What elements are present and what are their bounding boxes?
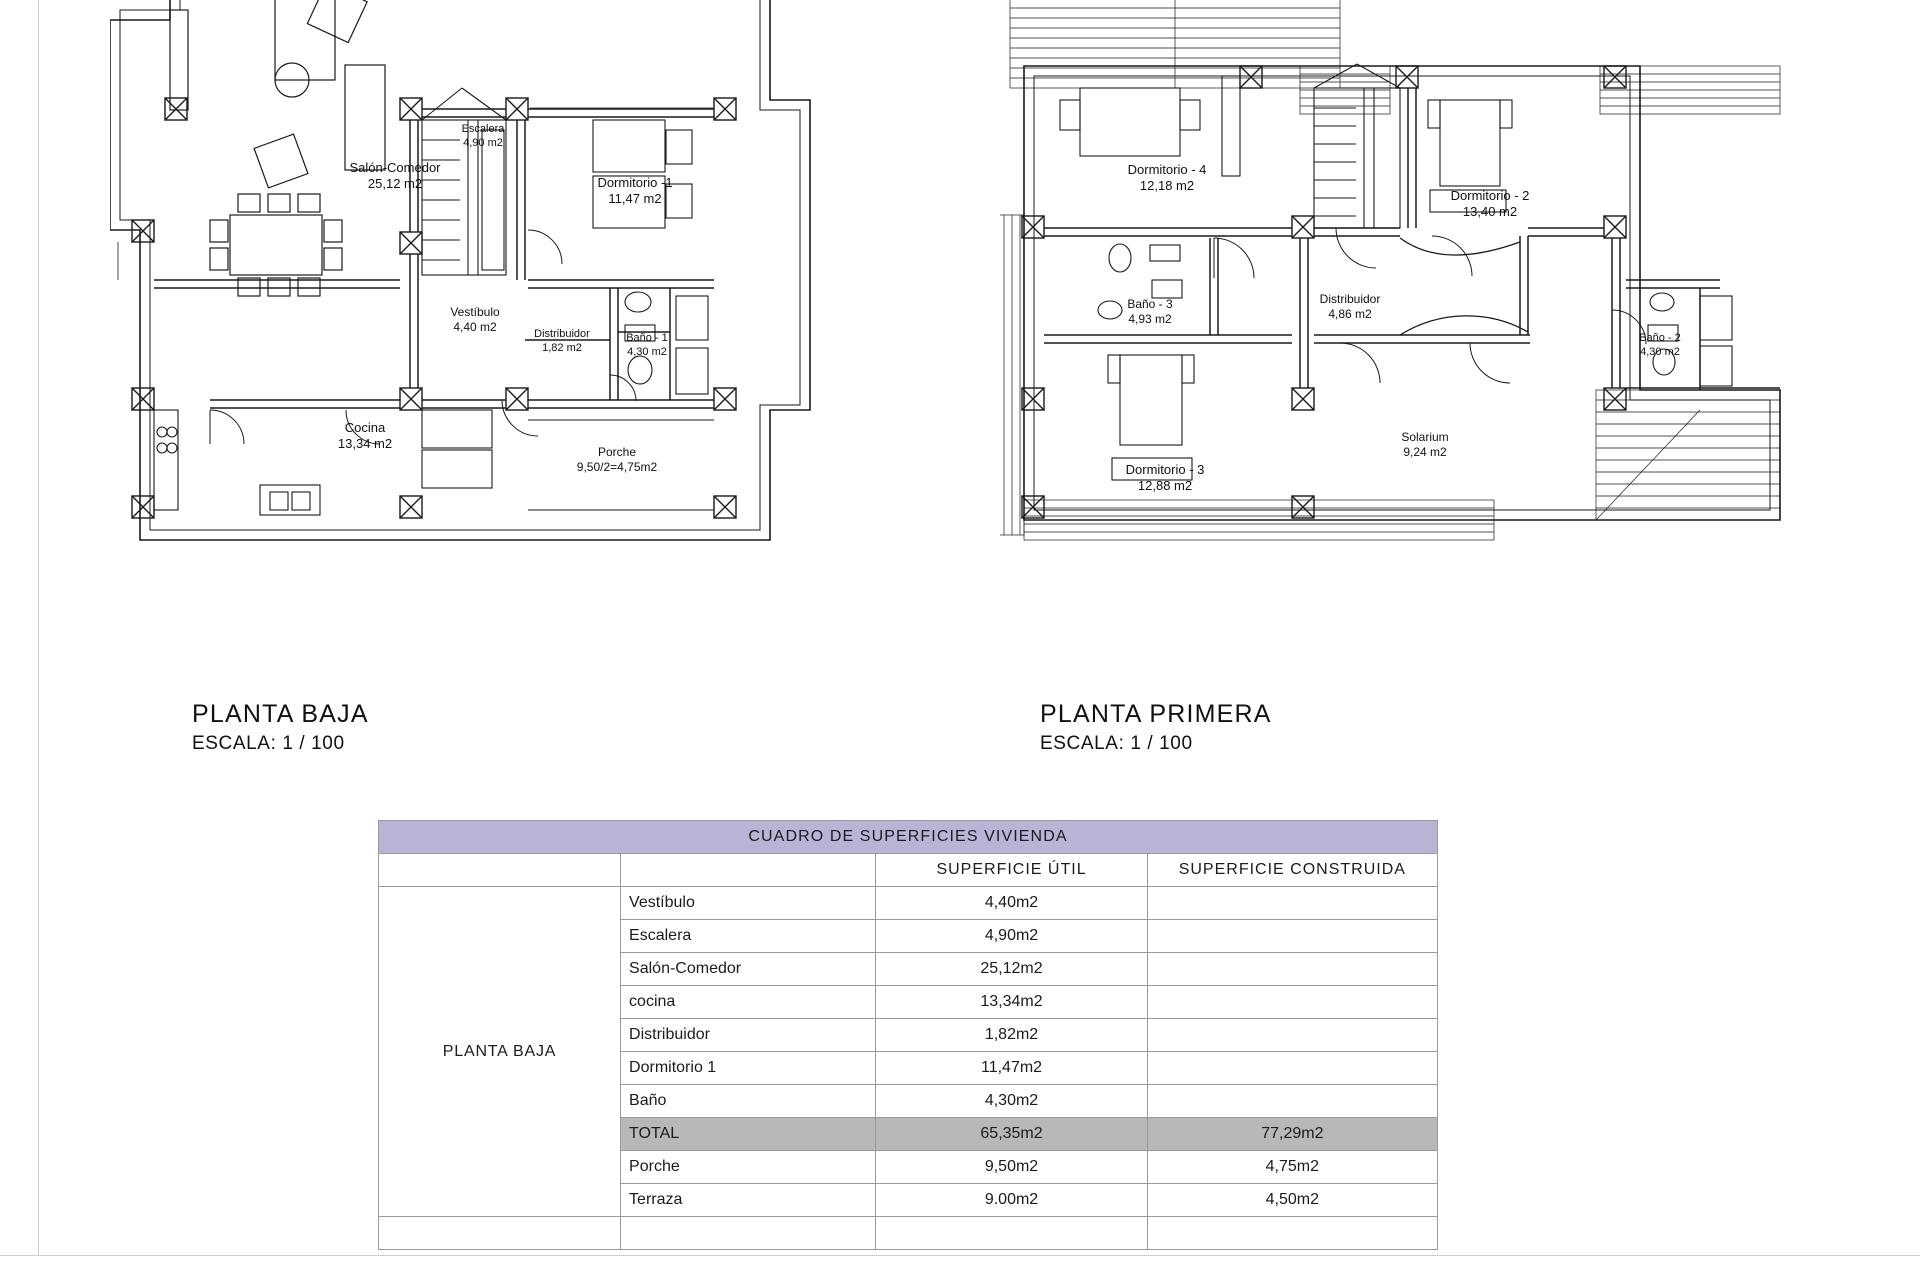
surfaces-table	[378, 820, 1438, 1250]
room-area: 11,47 m2	[608, 191, 662, 207]
header-blank-1	[379, 854, 621, 887]
table-header-row	[379, 854, 1438, 887]
room-name: Dormitorio - 4	[1127, 162, 1207, 177]
room-label-distribuidor	[1270, 292, 1430, 322]
room-name: Porche	[597, 445, 637, 459]
header-superficie-util: SUPERFICIE ÚTIL	[876, 854, 1147, 887]
cell-built	[1147, 920, 1437, 953]
floor-group-planta-baja: PLANTA BAJA	[379, 887, 621, 1217]
cell-util: 11,47m2	[876, 1052, 1147, 1085]
room-area: 25,12 m2	[367, 176, 423, 192]
surfaces-table-title: CUADRO DE SUPERFICIES VIVIENDA	[379, 821, 1438, 854]
cell-room: Salón-Comedor	[621, 953, 876, 986]
room-name: Solarium	[1401, 430, 1449, 444]
cell-util: 9,50m2	[876, 1151, 1147, 1184]
room-area: 4,86 m2	[1328, 307, 1372, 321]
cell-util: 65,35m2	[876, 1118, 1147, 1151]
cell-empty	[876, 1217, 1147, 1250]
planta-primera-scale: ESCALA: 1 / 100	[1040, 733, 1193, 754]
cell-room: cocina	[621, 986, 876, 1019]
cell-empty	[621, 1217, 876, 1250]
planta-primera-title: PLANTA PRIMERA	[1040, 700, 1272, 728]
room-area: 4,93 m2	[1128, 312, 1172, 326]
room-name: Baño - 3	[1127, 297, 1173, 311]
room-area: 4,40 m2	[453, 320, 497, 334]
room-area: 9,24 m2	[1403, 445, 1447, 459]
room-name: Distribuidor	[1319, 292, 1381, 306]
room-area: 13,34 m2	[337, 436, 393, 452]
header-blank-2	[621, 854, 876, 887]
caption-planta-baja	[192, 700, 369, 755]
cell-room: Vestíbulo	[621, 887, 876, 920]
cell-built	[1147, 887, 1437, 920]
room-area: 12,88 m2	[1137, 478, 1193, 494]
surfaces-table-wrapper	[378, 820, 1438, 1250]
room-label-solarium	[1350, 430, 1500, 460]
cell-util: 25,12m2	[876, 953, 1147, 986]
table-row-empty	[379, 1217, 1438, 1250]
room-label-bano-2	[1605, 332, 1715, 360]
room-name: Escalera	[461, 123, 505, 135]
cell-built: 4,50m2	[1147, 1184, 1437, 1217]
room-label-salon-comedor	[315, 160, 475, 193]
room-label-porche	[522, 445, 712, 475]
room-area: 4,30 m2	[627, 345, 667, 358]
room-area: 13,40 m2	[1462, 204, 1518, 220]
room-label-bano-1	[597, 332, 697, 360]
cell-room: TOTAL	[621, 1118, 876, 1151]
sheet-left-margin	[0, 0, 39, 1280]
header-superficie-construida: SUPERFICIE CONSTRUIDA	[1147, 854, 1437, 887]
room-label-dormitorio-1	[560, 175, 710, 208]
cell-built	[1147, 1052, 1437, 1085]
cell-util: 9.00m2	[876, 1184, 1147, 1217]
cell-empty	[379, 1217, 621, 1250]
room-name: Dormitorio - 3	[1125, 462, 1205, 477]
room-area: 4,30 m2	[1640, 345, 1680, 358]
room-area: 12,18 m2	[1139, 178, 1195, 194]
cell-util: 4,40m2	[876, 887, 1147, 920]
room-label-dormitorio-4	[1092, 162, 1242, 195]
room-label-dormitorio-3	[1085, 462, 1245, 495]
room-label-bano-3	[1085, 297, 1215, 327]
cell-built	[1147, 986, 1437, 1019]
room-name: Dormitorio - 2	[1450, 188, 1530, 203]
floor-plan-planta-primera	[1000, 0, 1810, 680]
cell-room: Distribuidor	[621, 1019, 876, 1052]
floor-plan-planta-baja	[110, 0, 920, 680]
table-title-row	[379, 821, 1438, 854]
cell-room: Escalera	[621, 920, 876, 953]
room-name: Dormitorio -1	[597, 175, 673, 190]
cell-room: Dormitorio 1	[621, 1052, 876, 1085]
cell-util: 4,90m2	[876, 920, 1147, 953]
cell-built	[1147, 1085, 1437, 1118]
cell-built: 77,29m2	[1147, 1118, 1437, 1151]
cell-room: Porche	[621, 1151, 876, 1184]
cell-room: Terraza	[621, 1184, 876, 1217]
cell-empty	[1147, 1217, 1437, 1250]
room-label-escalera	[428, 123, 538, 151]
room-area: 1,82 m2	[542, 341, 582, 354]
cell-room: Baño	[621, 1085, 876, 1118]
room-area: 4,90 m2	[463, 136, 503, 149]
room-name: Baño - 2	[1639, 332, 1681, 344]
cell-built	[1147, 1019, 1437, 1052]
room-label-cocina	[295, 420, 435, 453]
cell-util: 4,30m2	[876, 1085, 1147, 1118]
cell-built	[1147, 953, 1437, 986]
planta-baja-scale: ESCALA: 1 / 100	[192, 733, 345, 754]
room-name: Salón-Comedor	[349, 160, 441, 175]
cell-util: 1,82m2	[876, 1019, 1147, 1052]
room-name: Cocina	[344, 420, 386, 435]
cell-util: 13,34m2	[876, 986, 1147, 1019]
room-label-dormitorio-2	[1415, 188, 1565, 221]
caption-planta-primera	[1040, 700, 1272, 755]
room-name: Vestíbulo	[450, 305, 500, 319]
cell-built: 4,75m2	[1147, 1151, 1437, 1184]
room-name: Baño - 1	[626, 332, 668, 344]
room-area: 9,50/2=4,75m2	[576, 460, 658, 474]
sheet-bottom-margin	[0, 1255, 1920, 1280]
table-row	[379, 887, 1438, 920]
planta-baja-title: PLANTA BAJA	[192, 700, 369, 728]
room-name: Distribuidor	[534, 328, 590, 340]
